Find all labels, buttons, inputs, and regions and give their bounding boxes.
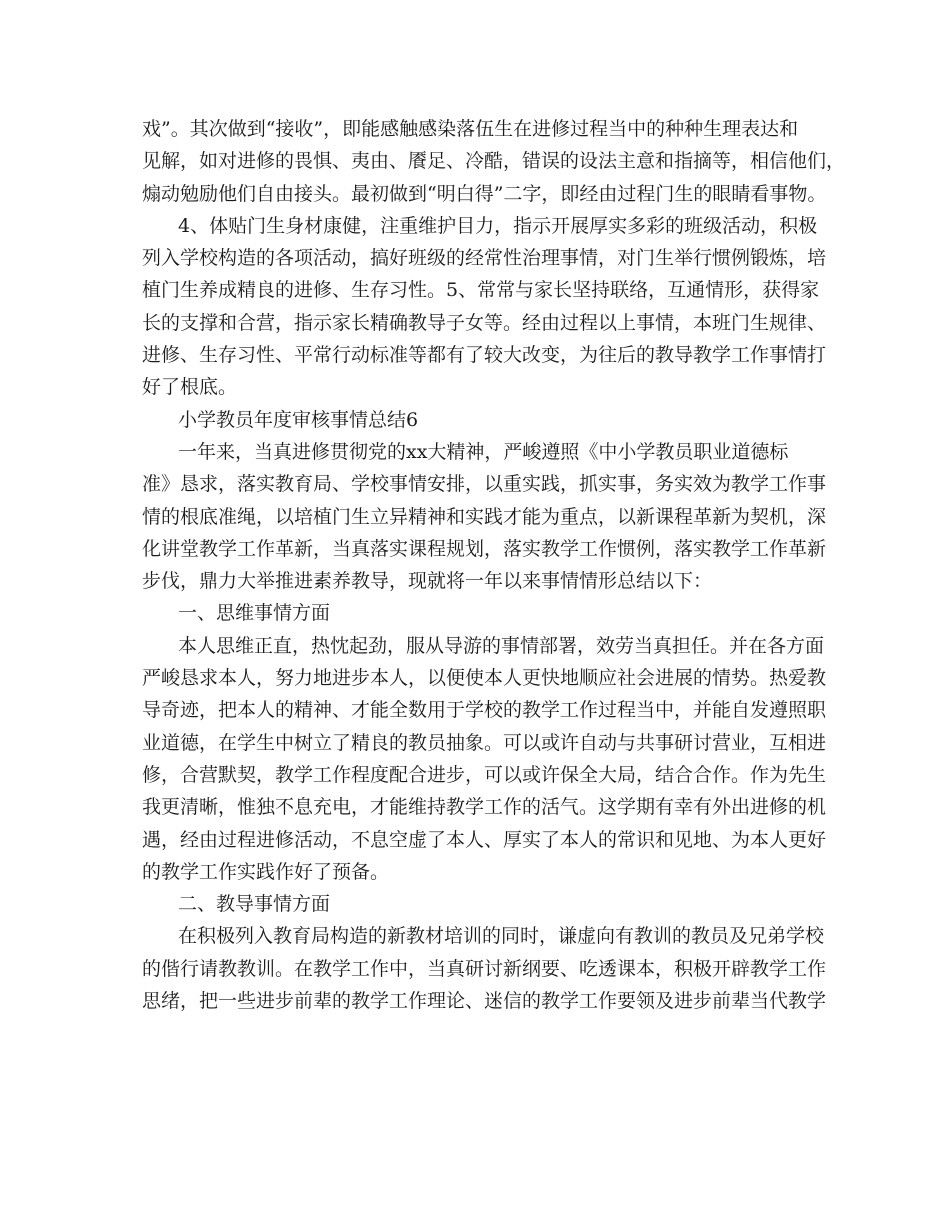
paragraph-teaching — [142, 920, 827, 1017]
text-line: 见解，如对进修的畏惧、夷由、餍足、冷酷，错误的设法主意和指摘等，相信他们， — [142, 150, 846, 173]
text-line: 二、教导事情方面 — [178, 893, 331, 916]
text-line: 长的支撑和合营，指示家长精确教导子女等。经由过程以上事情，本班门生规律、 — [142, 311, 827, 334]
text-line: 思绪，把一些进步前辈的教学工作理论、迷信的教学工作要领及进步前辈当代教学 — [142, 990, 827, 1013]
heading-teaching — [142, 888, 822, 920]
text-line: 4、体贴门生身材康健，注重维护目力，指示开展厚实多彩的班级活动，积极 — [178, 214, 818, 237]
text-line: 的教学工作实践作好了预备。 — [142, 860, 390, 883]
text-line: 的偕行请教教训。在教学工作中，当真研讨新纲要、吃透课本，积极开辟教学工作 — [142, 957, 827, 980]
text-line: 化讲堂教学工作革新，当真落实课程规划，落实教学工作惯例，落实教学工作革新 — [142, 537, 827, 560]
text-line: 严峻恳求本人，努力地进步本人，以便使本人更快地顺应社会进展的情势。热爱教 — [142, 667, 827, 690]
text-line: 一年来，当真进修贯彻党的xx大精神，严峻遵照《中小学教员职业道德标 — [178, 440, 789, 463]
text-line: 本人思维正直，热忱起劲，服从导游的事情部署，效劳当真担任。并在各方面 — [178, 634, 825, 657]
paragraph-thinking — [142, 630, 827, 888]
text-line: 煽动勉励他们自由接头。最初做到“明白得”二字，即经由过程门生的眼睛看事物。 — [142, 182, 827, 205]
paragraph-intro — [142, 436, 827, 597]
text-line: 准》恳求，落实教育局、学校事情安排，以重实践，抓实事，务实效为教学工作事 — [142, 473, 827, 496]
text-line: 修，合营默契，教学工作程度配合进步，可以或许保全大局，结合合作。作为先生 — [142, 763, 827, 786]
section-title — [142, 404, 822, 436]
text-line: 列入学校构造的各项活动，搞好班级的经常性治理事情，对门生举行惯例锻炼，培 — [142, 247, 827, 270]
paragraph-item-4-5 — [142, 210, 827, 404]
text-line: 一、思维事情方面 — [178, 602, 331, 625]
text-line: 步伐，鼎力大举推进素养教导，现就将一年以来事情情形总结以下： — [142, 570, 713, 593]
text-line: 好了根底。 — [142, 376, 238, 399]
text-line: 小学教员年度审核事情总结6 — [178, 408, 419, 431]
text-line: 在积极列入教育局构造的新教材培训的同时，谦虚向有教训的教员及兄弟学校 — [178, 925, 825, 948]
text-line: 导奇迹，把本人的精神、才能全数用于学校的教学工作过程当中，并能自发遵照职 — [142, 699, 827, 722]
heading-thinking — [142, 597, 822, 629]
text-line: 业道德，在学生中树立了精良的教员抽象。可以或许自动与共事研讨营业，互相进 — [142, 731, 827, 754]
paragraph-continuation — [142, 113, 846, 210]
text-line: 植门生养成精良的进修、生存习性。5、常常与家长坚持联络，互通情形，获得家 — [142, 279, 820, 302]
document-body — [142, 113, 846, 1017]
text-line: 我更清晰，惟独不息充电，才能维持教学工作的活气。这学期有幸有外出进修的机 — [142, 796, 827, 819]
text-line: 戏”。其次做到“接收”，即能感触感染落伍生在进修过程当中的种种生理表达和 — [142, 118, 799, 140]
text-line: 遇，经由过程进修活动，不息空虚了本人、厚实了本人的常识和见地、为本人更好 — [142, 828, 827, 851]
text-line: 情的根底准绳，以培植门生立异精神和实践才能为重点，以新课程革新为契机，深 — [142, 505, 827, 528]
text-line: 进修、生存习性、平常行动标准等都有了较大改变，为往后的教导教学工作事情打 — [142, 344, 827, 367]
